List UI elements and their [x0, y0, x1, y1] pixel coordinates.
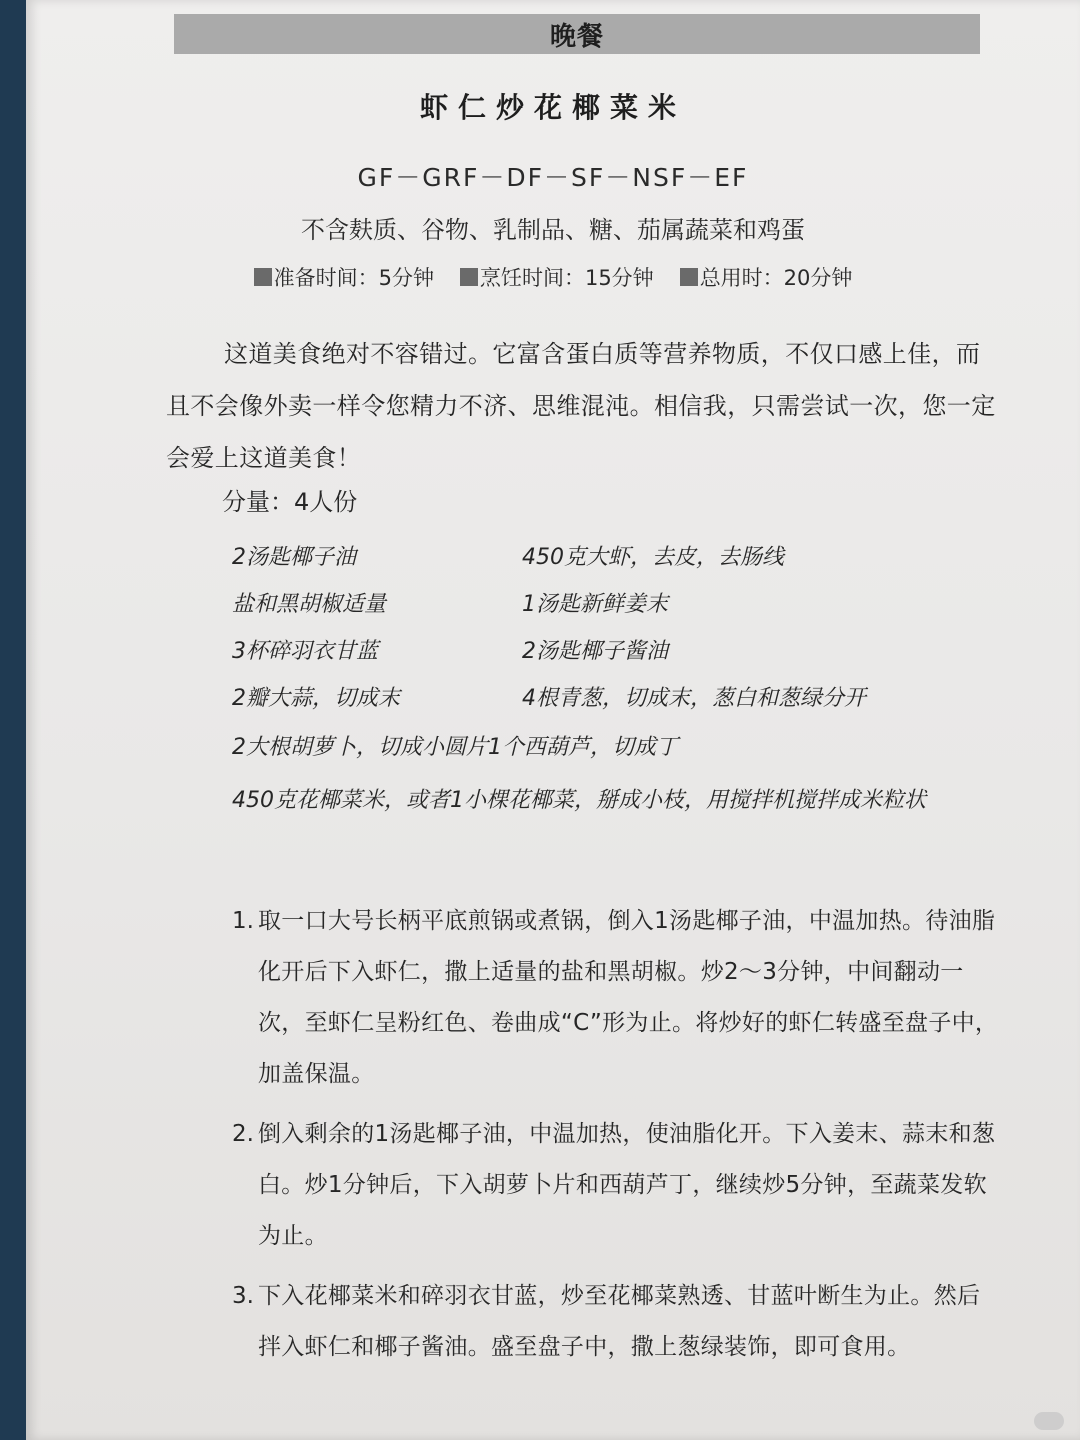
ingredient-item: 3杯碎羽衣甘蓝 [232, 639, 378, 664]
book-page [26, 0, 1080, 1440]
servings: 分量：4人份 [222, 488, 358, 516]
step-number: 1. [232, 908, 254, 934]
cook-time-label: 烹饪时间：15分钟 [479, 266, 654, 290]
step-item [232, 896, 1002, 1100]
prep-time-label: 准备时间：5分钟 [273, 266, 434, 290]
watermark-badge [1034, 1412, 1064, 1430]
ingredient-item: 盐和黑胡椒适量 [232, 592, 387, 617]
steps-list [232, 896, 1002, 1382]
ingredient-item: 1汤匙新鲜姜末 [522, 592, 668, 617]
ingredient-item: 450克花椰菜米，或者1小棵花椰菜，掰成小枝，用搅拌机搅拌成米粒状 [232, 788, 926, 813]
ingredient-item: 4根青葱，切成末，葱白和葱绿分开 [522, 686, 866, 711]
free-of-note: 不含麸质、谷物、乳制品、糖、茄属蔬菜和鸡蛋 [301, 216, 805, 244]
total-time [680, 262, 853, 292]
square-bullet-icon [680, 268, 698, 286]
section-title: 晚餐 [549, 21, 604, 52]
ingredient-item: 2大根胡萝卜，切成小圆片1个西葫芦，切成丁 [232, 735, 678, 760]
section-header-bar [174, 14, 980, 54]
square-bullet-icon [460, 268, 478, 286]
step-number: 2. [232, 1121, 254, 1147]
ingredient-item: 450克大虾，去皮，去肠线 [522, 545, 784, 570]
cook-time [460, 262, 654, 292]
square-bullet-icon [254, 268, 272, 286]
total-time-label: 总用时：20分钟 [699, 266, 853, 290]
step-item [232, 1109, 1002, 1262]
step-number: 3. [232, 1283, 254, 1309]
ingredient-item: 2汤匙椰子油 [232, 545, 356, 570]
step-text: 取一口大号长柄平底煎锅或煮锅，倒入1汤匙椰子油，中温加热。待油脂化开后下入虾仁，撒上适量的盐和黑胡椒。炒2～3分钟，中间翻动一次，至虾仁呈粉红色、卷曲成“C”形为止。将炒好的虾仁转盛至盘子中，加盖保温。 [258, 908, 999, 1087]
ingredient-item: 2汤匙椰子酱油 [522, 639, 668, 664]
prep-time [254, 262, 434, 292]
step-text: 倒入剩余的1汤匙椰子油，中温加热，使油脂化开。下入姜末、蒜末和葱白。炒1分钟后，下入胡萝卜片和西葫芦丁，继续炒5分钟，至蔬菜发软为止。 [258, 1121, 996, 1249]
diet-codes: GF－GRF－DF－SF－NSF－EF [357, 163, 749, 192]
time-info [26, 262, 1080, 292]
recipe-title: 虾仁炒花椰菜米 [419, 91, 686, 124]
step-item [232, 1271, 1002, 1373]
ingredient-item: 2瓣大蒜，切成末 [232, 686, 400, 711]
step-text: 下入花椰菜米和碎羽衣甘蓝，炒至花椰菜熟透、甘蓝叶断生为止。然后拌入虾仁和椰子酱油。盛至盘子中，撒上葱绿装饰，即可食用。 [258, 1283, 981, 1360]
intro-paragraph: 这道美食绝对不容错过。它富含蛋白质等营养物质，不仅口感上佳，而且不会像外卖一样令您精力不济、思维混沌。相信我，只需尝试一次，您一定会爱上这道美食！ [166, 340, 996, 472]
